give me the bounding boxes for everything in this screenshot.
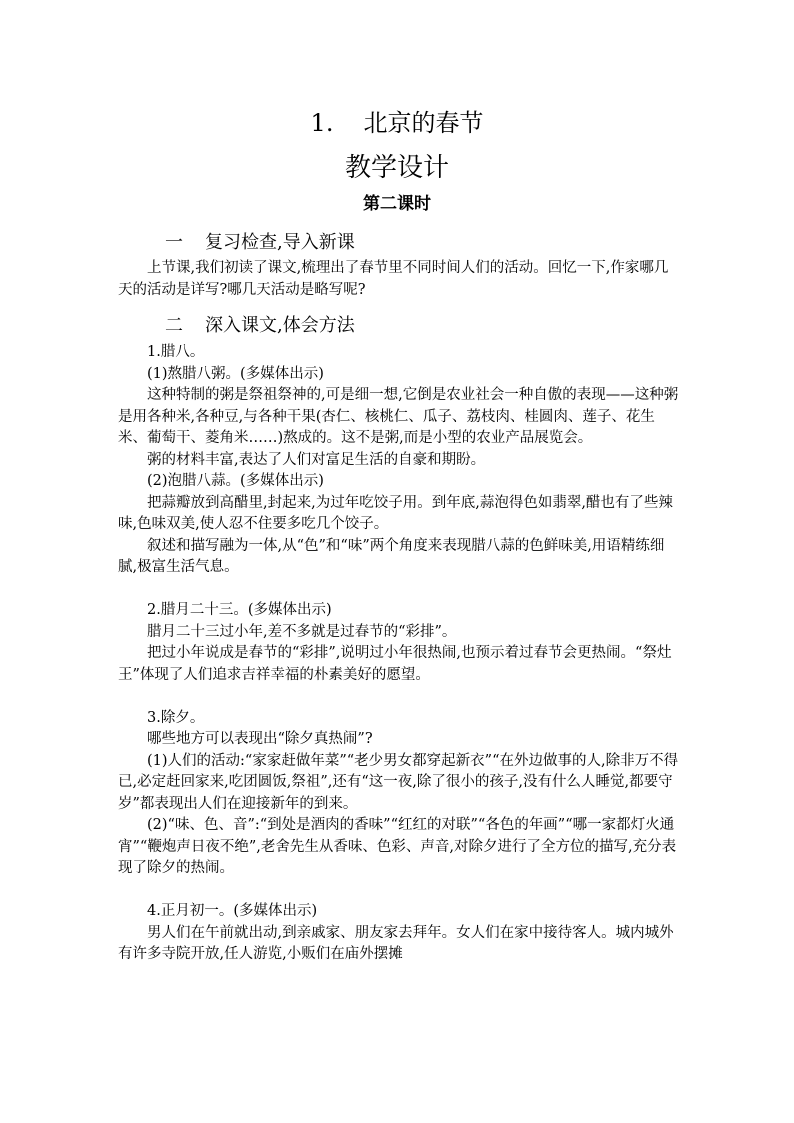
document-subtitle: 教学设计 <box>344 153 449 183</box>
paragraph: 4.正月初一。(多媒体出示) <box>147 903 318 919</box>
section-1-index: 一 <box>165 232 183 253</box>
paragraph: 叙述和描写融为一体,从“色”和“味”两个角度来表现腊八蒜的色鲜味美,用语精练细腻,极富生活气息。 <box>118 537 665 575</box>
section-2-heading <box>165 311 355 337</box>
paragraph: 3.除夕。 <box>147 709 205 726</box>
paragraph: 上节课,我们初读了课文,梳理出了春节里不同时间人们的活动。回忆一下,作家哪几天的活动是详写?哪几天活动是略写呢? <box>118 260 669 298</box>
paragraph: 把蒜瓣放到高醋里,封起来,为过年吃饺子用。到年底,蒜泡得色如翡翠,醋也有了些辣味,色味双美,使人忍不住要多吃几个饺子。 <box>118 494 673 532</box>
paragraph: 1.腊八。 <box>147 344 205 360</box>
section-2-title: 深入课文,体会方法 <box>205 315 355 336</box>
section-1-body <box>118 258 680 301</box>
paragraph: (2)泡腊八蒜。(多媒体出示) <box>147 473 324 489</box>
paragraph: 把过小年说成是春节的“彩排”,说明过小年很热闹,也预示着过春节会更热闹。“祭灶王”体现了人们追求吉祥幸福的朴素美好的愿望。 <box>118 645 672 683</box>
lesson-name: 北京的春节 <box>363 109 484 137</box>
section-1-title: 复习检查,导入新课 <box>205 232 355 253</box>
paragraph: 腊月二十三过小年,差不多就是过春节的“彩排”。 <box>147 623 457 640</box>
paragraph: 这种特制的粥是祭祖祭神的,可是细一想,它倒是农业社会一种自傲的表现——这种粥是用各种米,各种豆,与各种干果(杏仁、核桃仁、瓜子、荔枝肉、桂圆肉、莲子、花生米、葡萄干、菱角米……)熬成的。这不是粥,而是小型的农业产品展览会。 <box>118 387 679 446</box>
paragraph: 男人们在午前就出动,到亲戚家、朋友家去拜年。女人们在家中接待客人。城内城外有许多寺院开放,任人游览,小贩们在庙外摆摊 <box>118 924 674 962</box>
paragraph: 2.腊月二十三。(多媒体出示) <box>147 602 332 618</box>
lesson-period: 第二课时 <box>363 194 431 214</box>
paragraph: (1)熬腊八粥。(多媒体出示) <box>147 365 324 382</box>
paragraph: (2)“味、色、音”:“到处是酒肉的香味”“红红的对联”“各色的年画”“哪一家都灯火通宵”“鞭炮声日夜不绝”,老舍先生从香味、色彩、声音,对除夕进行了全方位的描写,充分表现了除夕的热闹。 <box>118 817 677 876</box>
paragraph: 粥的材料丰富,表达了人们对富足生活的自豪和期盼。 <box>147 451 486 468</box>
section-2-index: 二 <box>165 315 183 336</box>
lesson-number: 1. <box>310 109 334 137</box>
paragraph: (1)人们的活动:“家家赶做年菜”“老少男女都穿起新衣”“在外边做事的人,除非万不得已,必定赶回家来,吃团圆饭,祭祖”,还有“这一夜,除了很小的孩子,没有什么人睡觉,都要守岁”都表现出人们在迎接新年的到来。 <box>118 752 679 812</box>
paragraph: 哪些地方可以表现出“除夕真热闹”? <box>147 731 373 747</box>
section-2-body <box>118 342 680 966</box>
section-1-heading <box>165 228 355 254</box>
lesson-title <box>0 103 794 138</box>
